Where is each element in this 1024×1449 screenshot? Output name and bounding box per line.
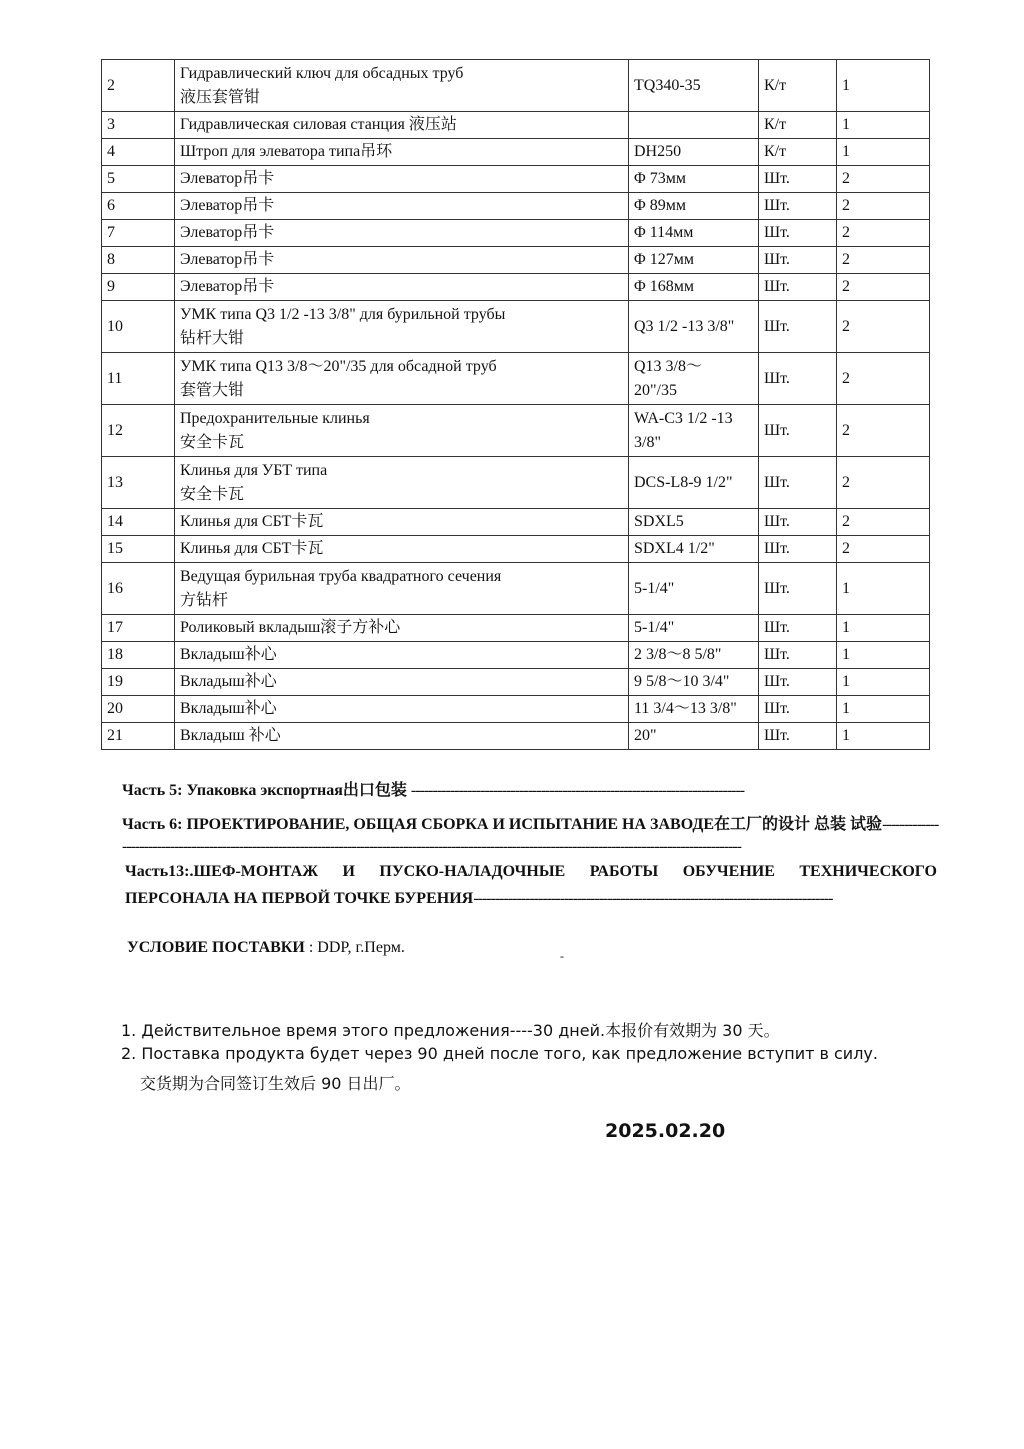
item-name-cell	[175, 615, 629, 642]
unit-cell-text: Шт.	[764, 513, 790, 530]
unit-cell	[759, 509, 837, 536]
unit-cell	[759, 166, 837, 193]
unit-cell-text: Шт.	[764, 673, 790, 690]
row-number-cell-text: 11	[107, 369, 123, 387]
table-row	[102, 536, 930, 563]
row-number-cell	[102, 166, 175, 193]
part-6-title: Часть 6: ПРОЕКТИРОВАНИЕ, ОБЩАЯ СБОРКА И ИСПЫТАНИЕ НА ЗАВОДЕ在工厂的设计 总装 试验	[122, 816, 883, 833]
part-5-heading	[122, 777, 842, 800]
unit-cell-text: Шт.	[764, 224, 790, 241]
unit-cell	[759, 696, 837, 723]
model-cell	[629, 193, 759, 220]
equipment-table	[101, 59, 930, 750]
table-row	[102, 112, 930, 139]
table-row	[102, 60, 930, 112]
model-cell-text: TQ340-35	[634, 76, 701, 94]
table-row	[102, 615, 930, 642]
table-row	[102, 405, 930, 457]
equipment-table-body	[102, 60, 930, 750]
quantity-cell-text: 2	[842, 278, 850, 295]
model-cell	[629, 723, 759, 750]
unit-cell	[759, 457, 837, 509]
model-cell	[629, 353, 759, 405]
row-number-cell	[102, 457, 175, 509]
part-6-dashes: ------------------------------------------------------------------------------------------------------------------------------------------------------------	[122, 816, 939, 855]
item-name-cell	[175, 696, 629, 723]
quantity-cell-text: 1	[842, 727, 850, 744]
unit-cell-text: Шт.	[764, 646, 790, 663]
item-name-cell	[175, 405, 629, 457]
part-13-title: Часть13:.ШЕФ-МОНТАЖ И ПУСКО-НАЛАДОЧНЫЕ РАБОТЫ ОБУЧЕНИЕ ТЕХНИЧЕСКОГО ПЕРСОНАЛА НА ПЕРВОЙ ТОЧКЕ БУРЕНИЯ	[125, 863, 937, 907]
delivery-terms-label: УСЛОВИЕ ПОСТАВКИ	[127, 939, 305, 956]
quantity-cell-text: 2	[842, 513, 850, 530]
unit-cell	[759, 60, 837, 112]
quantity-cell	[837, 669, 930, 696]
unit-cell	[759, 274, 837, 301]
item-name-cell	[175, 60, 629, 112]
table-row	[102, 457, 930, 509]
unit-cell-text: Шт.	[764, 619, 790, 636]
table-row	[102, 301, 930, 353]
quantity-cell	[837, 536, 930, 563]
row-number-cell	[102, 301, 175, 353]
item-name-cell-text: Роликовый вкладыш滚子方补心	[180, 619, 401, 636]
table-row	[102, 353, 930, 405]
item-name-cell	[175, 509, 629, 536]
model-cell-text: 20"	[634, 727, 657, 744]
row-number-cell-text: 13	[107, 473, 123, 491]
table-row	[102, 669, 930, 696]
quantity-cell	[837, 220, 930, 247]
model-cell	[629, 615, 759, 642]
item-name-cell	[175, 301, 629, 353]
model-cell-text: 5-1/4"	[634, 579, 675, 597]
item-name-cell-text: Вкладыш补心	[180, 673, 277, 690]
unit-cell	[759, 405, 837, 457]
item-name-cell-text: Клинья для СБТ卡瓦	[180, 540, 324, 557]
row-number-cell	[102, 193, 175, 220]
quantity-cell	[837, 563, 930, 615]
row-number-cell	[102, 247, 175, 274]
row-number-cell-text: 2	[107, 76, 115, 94]
model-cell	[629, 247, 759, 274]
model-cell	[629, 509, 759, 536]
quantity-cell-text: 2	[842, 540, 850, 557]
table-row	[102, 193, 930, 220]
row-number-cell	[102, 642, 175, 669]
part-5-title: Часть 5: Упаковка экспортная出口包装	[122, 782, 407, 799]
item-name-cell	[175, 220, 629, 247]
item-name-cell-text: УМК типа Q3 1/2 -13 3/8" для бурильной трубы	[180, 305, 506, 323]
row-number-cell-text: 18	[107, 646, 123, 663]
quantity-cell-text: 1	[842, 76, 850, 94]
model-cell-text: DCS-L8-9 1/2"	[634, 473, 733, 491]
unit-cell-text: Шт.	[764, 473, 790, 491]
quantity-cell	[837, 193, 930, 220]
item-name-cell-text: Гидравлическая силовая станция 液压站	[180, 116, 457, 133]
item-name-cell	[175, 669, 629, 696]
item-name-cell-text: Клинья для СБТ卡瓦	[180, 513, 324, 530]
row-number-cell	[102, 723, 175, 750]
model-cell-line2: 20"/35	[634, 381, 677, 399]
table-row	[102, 509, 930, 536]
item-name-cell-text: Предохранительные клинья	[180, 409, 370, 427]
quantity-cell-text: 2	[842, 317, 850, 335]
model-cell-line2: 3/8"	[634, 433, 661, 451]
unit-cell	[759, 301, 837, 353]
row-number-cell-text: 16	[107, 579, 123, 597]
note-delivery-time-cn: 交货期为合同签订生效后 90 日出厂。	[140, 1074, 411, 1093]
document-date: 2025.02.20	[605, 1120, 726, 1142]
model-cell	[629, 563, 759, 615]
row-number-cell	[102, 220, 175, 247]
row-number-cell-text: 21	[107, 727, 123, 744]
model-cell	[629, 112, 759, 139]
row-number-cell-text: 20	[107, 700, 123, 717]
part-13-heading	[125, 858, 937, 912]
model-cell	[629, 220, 759, 247]
quantity-cell	[837, 60, 930, 112]
item-name-cell	[175, 563, 629, 615]
row-number-cell	[102, 274, 175, 301]
item-name-cell-text: Вкладыш补心	[180, 646, 277, 663]
model-cell-text: Φ 89мм	[634, 197, 686, 214]
quantity-cell-text: 1	[842, 700, 850, 717]
item-name-cell	[175, 353, 629, 405]
model-cell-text: SDXL4 1/2"	[634, 540, 715, 557]
item-name-cell-text: Клинья для УБТ типа	[180, 461, 328, 479]
part-13-dashes: -----------------------------------------------------------------------------------	[473, 890, 833, 907]
model-cell	[629, 405, 759, 457]
model-cell	[629, 60, 759, 112]
row-number-cell	[102, 696, 175, 723]
model-cell-text: SDXL5	[634, 513, 684, 530]
item-name-cell	[175, 112, 629, 139]
quantity-cell	[837, 723, 930, 750]
quantity-cell-text: 2	[842, 224, 850, 241]
row-number-cell	[102, 536, 175, 563]
quantity-cell-text: 1	[842, 579, 850, 597]
row-number-cell-text: 10	[107, 317, 123, 335]
model-cell-text: 5-1/4"	[634, 619, 675, 636]
model-cell	[629, 457, 759, 509]
model-cell-text: 9 5/8～10 3/4"	[634, 673, 730, 690]
table-row	[102, 166, 930, 193]
item-name-cell-text: Элеватор吊卡	[180, 251, 275, 268]
row-number-cell-text: 19	[107, 673, 123, 690]
row-number-cell-text: 7	[107, 224, 115, 241]
delivery-terms-value: : DDP, г.Перм.	[304, 939, 405, 956]
unit-cell	[759, 669, 837, 696]
unit-cell	[759, 193, 837, 220]
item-name-cn: 套管大钳	[180, 381, 245, 399]
unit-cell-text: К/т	[764, 116, 787, 133]
item-name-cell	[175, 193, 629, 220]
item-name-cell	[175, 457, 629, 509]
item-name-cell-text: УМК типа Q13 3/8～20"/35 для обсадной труб	[180, 357, 497, 375]
model-cell	[629, 301, 759, 353]
row-number-cell	[102, 669, 175, 696]
row-number-cell	[102, 563, 175, 615]
row-number-cell	[102, 615, 175, 642]
row-number-cell-text: 4	[107, 143, 115, 160]
model-cell-text: Φ 73мм	[634, 170, 686, 187]
quantity-cell-text: 2	[842, 170, 850, 187]
quantity-cell-text: 2	[842, 421, 850, 439]
quantity-cell	[837, 353, 930, 405]
unit-cell	[759, 353, 837, 405]
unit-cell	[759, 642, 837, 669]
model-cell-text: 2 3/8～8 5/8"	[634, 646, 722, 663]
quantity-cell-text: 1	[842, 673, 850, 690]
quantity-cell-text: 1	[842, 143, 850, 160]
unit-cell	[759, 723, 837, 750]
item-name-cn: 方钻杆	[180, 591, 229, 609]
row-number-cell	[102, 353, 175, 405]
model-cell	[629, 536, 759, 563]
item-name-cell	[175, 642, 629, 669]
quantity-cell	[837, 274, 930, 301]
model-cell	[629, 139, 759, 166]
row-number-cell	[102, 60, 175, 112]
unit-cell-text: Шт.	[764, 369, 790, 387]
model-cell-text: Φ 114мм	[634, 224, 694, 241]
item-name-cell	[175, 536, 629, 563]
model-cell	[629, 166, 759, 193]
model-cell-text: Q3 1/2 -13 3/8"	[634, 317, 735, 335]
row-number-cell-text: 14	[107, 513, 123, 530]
item-name-cell-text: Элеватор吊卡	[180, 170, 275, 187]
item-name-cell-text: Элеватор吊卡	[180, 224, 275, 241]
note-delivery-time: 2. Поставка продукта будет через 90 дней после того, как предложение вступит в силу.	[121, 1044, 878, 1063]
unit-cell	[759, 615, 837, 642]
quantity-cell-text: 1	[842, 619, 850, 636]
item-name-cell	[175, 247, 629, 274]
row-number-cell-text: 15	[107, 540, 123, 557]
table-row	[102, 563, 930, 615]
quantity-cell	[837, 696, 930, 723]
item-name-cell	[175, 166, 629, 193]
table-row	[102, 642, 930, 669]
item-name-cn: 安全卡瓦	[180, 485, 245, 503]
table-row	[102, 220, 930, 247]
unit-cell	[759, 220, 837, 247]
item-name-cell	[175, 274, 629, 301]
row-number-cell	[102, 112, 175, 139]
quantity-cell	[837, 642, 930, 669]
unit-cell-text: Шт.	[764, 170, 790, 187]
unit-cell	[759, 112, 837, 139]
quantity-cell	[837, 247, 930, 274]
item-name-cell-text: Штроп для элеватора типа吊环	[180, 143, 393, 160]
model-cell-text: Q13 3/8～	[634, 357, 703, 375]
unit-cell-text: Шт.	[764, 197, 790, 214]
quantity-cell-text: 2	[842, 369, 850, 387]
unit-cell-text: К/т	[764, 76, 787, 94]
unit-cell	[759, 139, 837, 166]
unit-cell-text: Шт.	[764, 251, 790, 268]
item-name-cell-text: Ведущая бурильная труба квадратного сечения	[180, 567, 502, 585]
item-name-cell-text: Гидравлический ключ для обсадных труб	[180, 64, 464, 82]
model-cell	[629, 642, 759, 669]
part-5-dashes: -----------------------------------------------------------------------------	[410, 782, 745, 799]
delivery-terms	[127, 939, 405, 957]
item-name-cn: 钻杆大钳	[180, 329, 245, 347]
item-name-cell	[175, 723, 629, 750]
item-name-cell-text: Вкладыш补心	[180, 700, 277, 717]
model-cell-text: WA-C3 1/2 -13	[634, 409, 733, 427]
unit-cell	[759, 247, 837, 274]
unit-cell-text: Шт.	[764, 278, 790, 295]
quantity-cell	[837, 615, 930, 642]
table-row	[102, 139, 930, 166]
model-cell-text: Φ 168мм	[634, 278, 694, 295]
model-cell-text: DH250	[634, 143, 682, 160]
item-name-cell-text: Элеватор吊卡	[180, 197, 275, 214]
table-row	[102, 247, 930, 274]
quantity-cell	[837, 166, 930, 193]
row-number-cell	[102, 139, 175, 166]
quantity-cell	[837, 509, 930, 536]
quantity-cell-text: 2	[842, 197, 850, 214]
quantity-cell	[837, 112, 930, 139]
row-number-cell-text: 8	[107, 251, 115, 268]
quantity-cell-text: 1	[842, 646, 850, 663]
unit-cell	[759, 536, 837, 563]
row-number-cell-text: 6	[107, 197, 115, 214]
stray-mark: -	[560, 949, 564, 963]
part-6-heading	[122, 814, 942, 858]
item-name-cell-text: Вкладыш 补心	[180, 727, 281, 744]
quantity-cell	[837, 139, 930, 166]
row-number-cell-text: 12	[107, 421, 123, 439]
quantity-cell	[837, 301, 930, 353]
note-validity: 1. Действительное время этого предложения----30 дней.本报价有效期为 30 天。	[121, 1021, 780, 1040]
unit-cell-text: Шт.	[764, 579, 790, 597]
row-number-cell-text: 5	[107, 170, 115, 187]
quantity-cell-text: 1	[842, 116, 850, 133]
quantity-cell-text: 2	[842, 473, 850, 491]
unit-cell-text: Шт.	[764, 540, 790, 557]
quantity-cell	[837, 457, 930, 509]
row-number-cell-text: 17	[107, 619, 123, 636]
model-cell-text: 11 3/4～13 3/8"	[634, 700, 737, 717]
quantity-cell	[837, 405, 930, 457]
row-number-cell	[102, 405, 175, 457]
item-name-cn: 安全卡瓦	[180, 433, 245, 451]
item-name-cn: 液压套管钳	[180, 88, 261, 106]
row-number-cell	[102, 509, 175, 536]
table-row	[102, 274, 930, 301]
model-cell	[629, 696, 759, 723]
unit-cell	[759, 563, 837, 615]
table-row	[102, 696, 930, 723]
row-number-cell-text: 9	[107, 278, 115, 295]
unit-cell-text: Шт.	[764, 317, 790, 335]
unit-cell-text: Шт.	[764, 700, 790, 717]
quantity-cell-text: 2	[842, 251, 850, 268]
table-row	[102, 723, 930, 750]
unit-cell-text: Шт.	[764, 727, 790, 744]
item-name-cell	[175, 139, 629, 166]
unit-cell-text: К/т	[764, 143, 787, 160]
model-cell	[629, 274, 759, 301]
row-number-cell-text: 3	[107, 116, 115, 133]
model-cell	[629, 669, 759, 696]
model-cell-text: Φ 127мм	[634, 251, 694, 268]
item-name-cell-text: Элеватор吊卡	[180, 278, 275, 295]
unit-cell-text: Шт.	[764, 421, 790, 439]
